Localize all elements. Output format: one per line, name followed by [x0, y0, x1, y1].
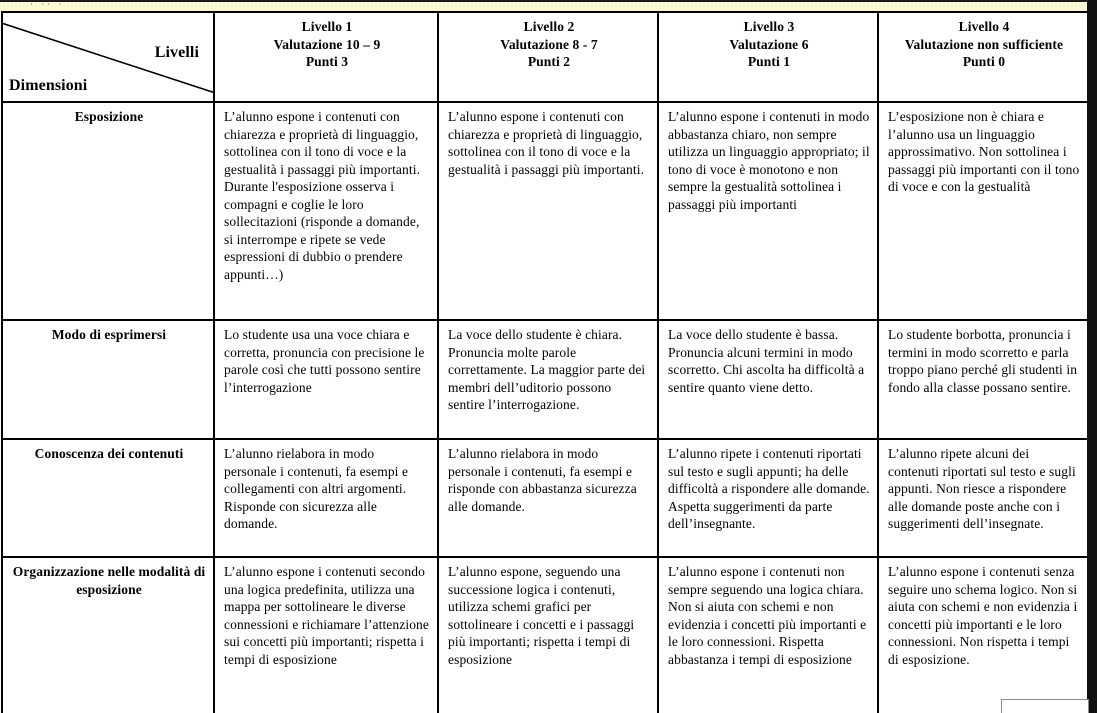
column-header-livello-3: [658, 12, 878, 102]
row-label-modo-di-esprimersi: Modo di esprimersi: [2, 320, 214, 439]
column-header-livello-2: [438, 12, 658, 102]
level3-title: Livello 3: [743, 19, 795, 34]
level2-valutazione: Valutazione 8 - 7: [500, 36, 598, 52]
level1-valutazione: Valutazione 10 – 9: [273, 36, 381, 52]
cell-organizzazione-livello4: L’alunno espone i contenuti senza seguire uno schema logico. Non si aiuta con schemi e non evidenzia i concetti più importanti e le loro connessioni. Non rispetta i tempi di esposizione.: [878, 557, 1088, 713]
cell-esposizione-livello1: L’alunno espone i contenuti con chiarezza e proprietà di linguaggio, sottolinea con il tono di voce e la gestualità i passaggi più importanti. Durante l'esposizione osserva i compagni e coglie le loro sollecitazioni (risponde a domande, si interrompe e ripete se vede espressioni di dubbio o prendere appunti…): [214, 102, 438, 320]
row-label-organizzazione: Organizzazione nelle modalità di esposizione: [2, 557, 214, 713]
level1-title: Livello 1: [301, 19, 353, 34]
corner-label-livelli: Livelli: [154, 44, 199, 61]
cell-modo-livello4: Lo studente borbotta, pronuncia i termini in modo scorretto e parla troppo piano perché gli studenti in fondo alla classe possano sentire.: [878, 320, 1088, 439]
level2-punti: Punti 2: [527, 54, 571, 70]
cell-organizzazione-livello3: L’alunno espone i contenuti non sempre seguendo una logica chiara. Non si aiuta con schemi e non evidenzia i concetti più importanti e le loro connessioni. Rispetta abbastanza i tempi di esposizione: [658, 557, 878, 713]
table-row-conoscenza-dei-contenuti: [2, 439, 1088, 557]
cell-modo-livello2: La voce dello studente è chiara. Pronuncia molte parole correttamente. La maggior parte dei membri dell’uditorio possono sentire l’interrogazione.: [438, 320, 658, 439]
corner-cell: [2, 12, 214, 102]
cell-esposizione-livello3: L’alunno espone i contenuti in modo abbastanza chiaro, non sempre utilizza un linguaggio appropriato; il tono di voce è monotono e non sempre la gestualità sottolinea i passaggi più importanti: [658, 102, 878, 320]
cell-conoscenza-livello3: L’alunno ripete i contenuti riportati sul testo e sugli appunti; ha delle difficoltà a rispondere alle domande. Aspetta suggerimenti da parte dell’insegnante.: [658, 439, 878, 557]
table-row-organizzazione: [2, 557, 1088, 713]
cell-modo-livello1: Lo studente usa una voce chiara e corretta, pronuncia con precisione le parole così che tutti possono sentire l’interrogazione: [214, 320, 438, 439]
cell-conoscenza-livello1: L’alunno rielabora in modo personale i contenuti, fa esempi e collegamenti con altri argomenti. Risponde con sicurezza alle domande.: [214, 439, 438, 557]
level4-title: Livello 4: [958, 19, 1010, 34]
cell-esposizione-livello2: L’alunno espone i contenuti con chiarezza e proprietà di linguaggio, sottolinea con il tono di voce e la gestualità i passaggi più importanti.: [438, 102, 658, 320]
right-black-band: [1087, 0, 1097, 713]
level4-punti: Punti 0: [962, 54, 1006, 70]
table-row-esposizione: [2, 102, 1088, 320]
cell-modo-livello3: La voce dello studente è bassa. Pronuncia alcuni termini in modo scorretto. Chi ascolta ha difficoltà a sentire quanto viene detto.: [658, 320, 878, 439]
level3-valutazione: Valutazione 6: [729, 36, 809, 52]
level3-punti: Punti 1: [747, 54, 791, 70]
cell-conoscenza-livello2: L’alunno rielabora in modo personale i contenuti, fa esempi e risponde con abbastanza sicurezza alle domande.: [438, 439, 658, 557]
cropped-textbox-placeholder: [1001, 699, 1089, 713]
column-header-livello-4: [878, 12, 1088, 102]
cell-conoscenza-livello4: L’alunno ripete alcuni dei contenuti riportati sul testo e sugli appunti. Non riesce a rispondere alle domande poste anche con i suggerimenti dell’insegnate.: [878, 439, 1088, 557]
column-header-livello-1: [214, 12, 438, 102]
level1-punti: Punti 3: [305, 54, 349, 70]
cropped-red-text-fragment: · ·· ·: [30, 2, 65, 9]
cell-organizzazione-livello1: L’alunno espone i contenuti secondo una logica predefinita, utilizza una mappa per sottolineare le diverse connessioni e richiamare l’attenzione sui concetti più importanti; rispetta i tempi di esposizione: [214, 557, 438, 713]
yellow-highlight-strip: [0, 2, 1097, 11]
corner-label-dimensioni: Dimensioni: [9, 77, 88, 95]
level2-title: Livello 2: [523, 19, 575, 34]
cell-organizzazione-livello2: L’alunno espone, seguendo una successione logica i contenuti, utilizza schemi grafici per sottolineare i concetti e i passaggi più importanti; rispetta i tempi di esposizione: [438, 557, 658, 713]
row-label-esposizione: Esposizione: [2, 102, 214, 320]
header-row: [2, 12, 1088, 102]
cell-esposizione-livello4: L’esposizione non è chiara e l’alunno usa un linguaggio approssimativo. Non sottolinea i passaggi più importanti con il tono di voce e con la gestualità: [878, 102, 1088, 320]
level4-valutazione: Valutazione non sufficiente: [904, 36, 1064, 52]
evaluation-rubric-table: [1, 11, 1089, 713]
row-label-conoscenza-dei-contenuti: Conoscenza dei contenuti: [2, 439, 214, 557]
table-row-modo-di-esprimersi: [2, 320, 1088, 439]
